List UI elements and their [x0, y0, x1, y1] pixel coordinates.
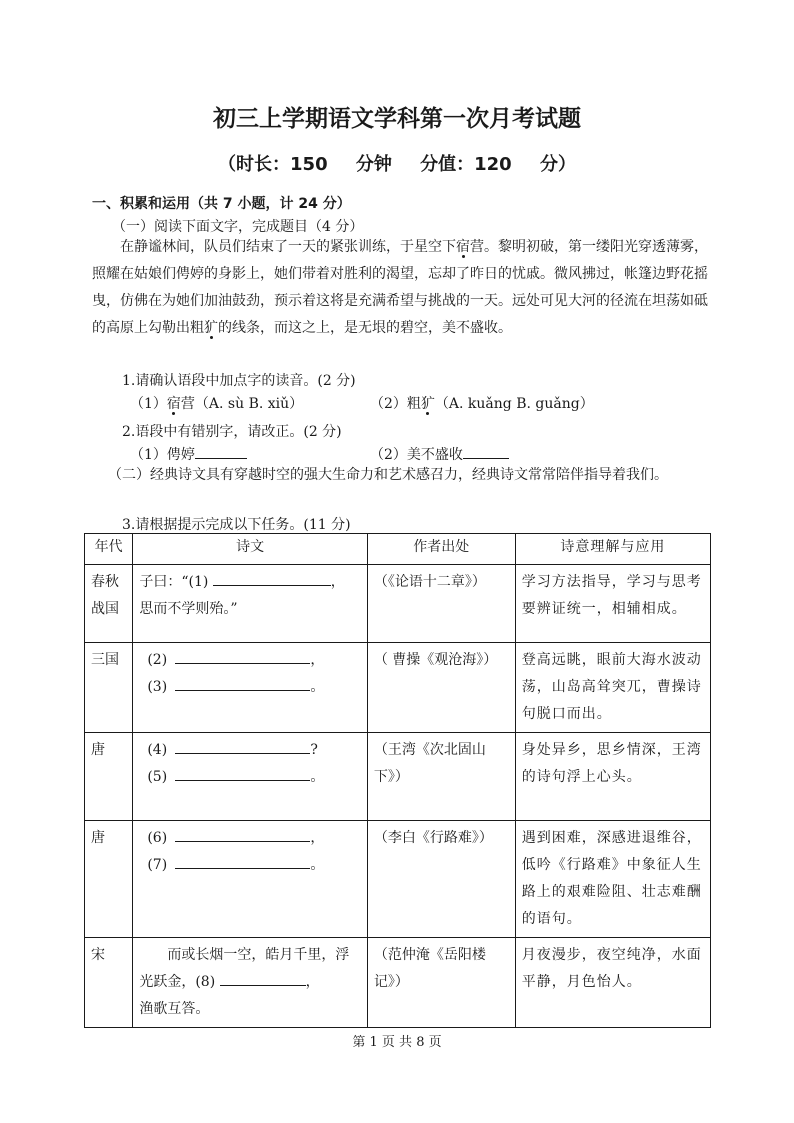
author-cell: （李白《行路难》） — [367, 821, 515, 938]
answer-blank[interactable] — [175, 739, 310, 754]
question-1-option-a: （1）宿营（A. sù B. xiǔ） — [130, 396, 304, 412]
era-cell: 唐 — [85, 733, 133, 821]
meaning-cell: 身处异乡，思乡情深，王湾的诗句浮上心头。 — [515, 733, 710, 821]
answer-blank[interactable] — [220, 971, 306, 986]
answer-blank[interactable] — [213, 571, 331, 586]
header-author: 作者出处 — [367, 534, 515, 565]
era-cell: 三国 — [85, 643, 133, 733]
header-meaning: 诗意理解与应用 — [515, 534, 710, 565]
header-era: 年代 — [85, 534, 133, 565]
answer-blank[interactable] — [175, 676, 310, 691]
poem-cell: 子曰：“(1) ， 思而不学则殆。” — [133, 565, 368, 643]
era-cell: 唐 — [85, 821, 133, 938]
answer-blank[interactable] — [175, 649, 310, 664]
question-2-item-a: （1）俜婷 — [130, 444, 247, 464]
page-footer: 第 1 页 共 8 页 — [352, 1035, 442, 1050]
meaning-cell: 学习方法指导，学习与思考要辨证统一，相辅相成。 — [515, 565, 710, 643]
question-2-stem: 2.语段中有错别字，请改正。(2 分) — [122, 424, 342, 440]
poem-cell: (6) ， (7) 。 — [133, 821, 368, 938]
meaning-cell: 月夜漫步，夜空纯净，水面平静，月色怡人。 — [515, 938, 710, 1028]
answer-blank[interactable] — [175, 766, 310, 781]
section-heading: 一、积累和运用（共 7 小题，计 24 分） — [92, 196, 351, 212]
exam-subtitle: （时长：150 分钟 分值：120 分） — [218, 154, 576, 175]
answer-blank[interactable] — [175, 827, 310, 842]
dotted-char: 宿 — [456, 239, 470, 255]
author-cell: （ 曹操《观沧海》） — [367, 643, 515, 733]
poetry-table — [84, 533, 711, 1028]
table-row — [85, 821, 711, 938]
poem-cell: (4) ? (5) 。 — [133, 733, 368, 821]
era-cell: 宋 — [85, 938, 133, 1028]
table-row — [85, 565, 711, 643]
question-1-option-b: （2）粗犷（A. kuǎng B. guǎng） — [370, 396, 594, 412]
answer-blank[interactable] — [463, 444, 509, 459]
header-poem: 诗文 — [133, 534, 368, 565]
dotted-char: 犷 — [204, 320, 218, 336]
table-row — [85, 938, 711, 1028]
poem-cell: (2) ， (3) 。 — [133, 643, 368, 733]
poem-cell: 而或长烟一空，皓月千里，浮光跃金，(8) ， 渔歌互答。 — [133, 938, 368, 1028]
author-cell: （《论语十二章》） — [367, 565, 515, 643]
author-cell: （王湾《次北固山下》） — [367, 733, 515, 821]
answer-blank[interactable] — [195, 444, 247, 459]
question-3-stem: 3.请根据提示完成以下任务。(11 分) — [122, 517, 351, 533]
author-cell: （范仲淹《岳阳楼记》） — [367, 938, 515, 1028]
table-row — [85, 643, 711, 733]
question-1-stem: 1.请确认语段中加点字的读音。(2 分) — [122, 373, 356, 389]
question-2-item-b: （2）美不盛收 — [370, 444, 509, 464]
table-header-row — [85, 534, 711, 565]
exam-title: 初三上学期语文学科第一次月考试题 — [213, 106, 581, 132]
era-cell: 春秋战国 — [85, 565, 133, 643]
reading-passage: 在静谧林间，队员们结束了一天的紧张训练，于星空下宿营。黎明初破，第一缕阳光穿透薄雾，照耀在姑娘们俜婷的身影上，她们带着对胜利的渴望，忘却了昨日的忧戚。微风拂过，帐篷边野花摇曳，仿佛在为她们加油鼓劲，预示着这将是充满希望与挑战的一天。远处可见大河的径流在坦荡如砥的高原上勾勒出粗犷的线条，而这之上，是无垠的碧空，美不盛收。 — [92, 239, 708, 336]
meaning-cell: 遇到困难，深感进退维谷，低吟《行路难》中象征人生路上的艰难险阻、壮志难酬的语句。 — [515, 821, 710, 938]
answer-blank[interactable] — [175, 854, 310, 869]
meaning-cell: 登高远眺，眼前大海水波动荡，山岛高耸突兀，曹操诗句脱口而出。 — [515, 643, 710, 733]
part2-intro: （二）经典诗文具有穿越时空的强大生命力和艺术感召力，经典诗文常常陪伴指导着我们。 — [108, 467, 668, 483]
part1-heading: （一）阅读下面文字，完成题目（4 分） — [112, 219, 364, 235]
table-row — [85, 733, 711, 821]
